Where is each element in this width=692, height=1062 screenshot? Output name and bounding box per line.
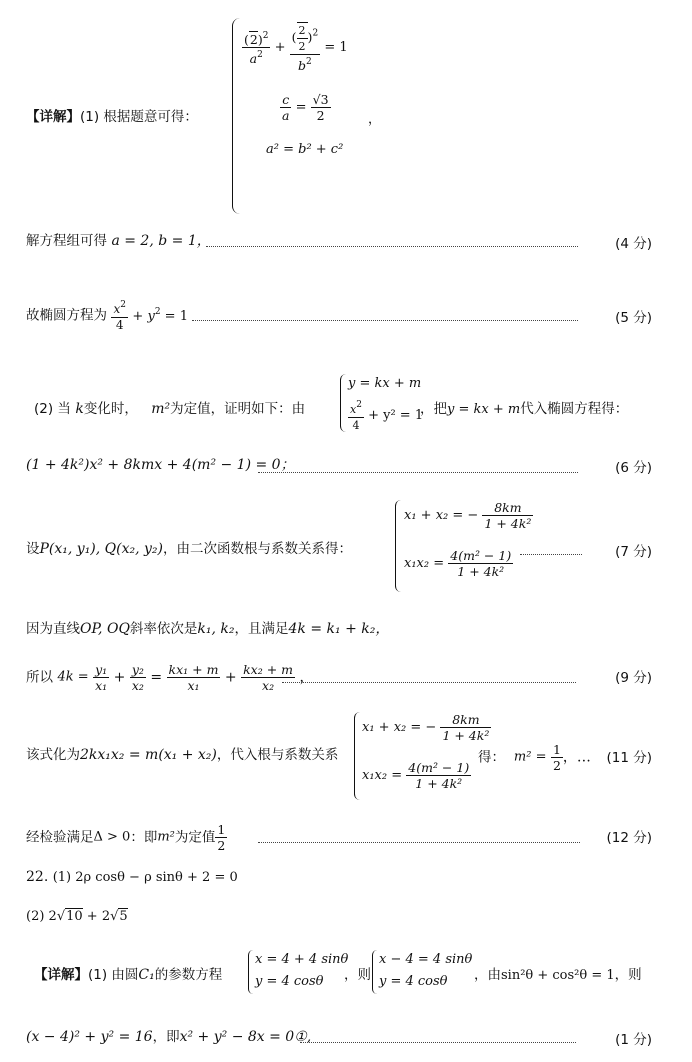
vieta2-eq2: x₁x₂ = $\frac{\text{4(m² − 1)}}{\text{1 + 4k²}}$: [362, 760, 470, 791]
score-6: (6 分): [615, 460, 652, 476]
part2-intro: (2) 当 k变化时， m²为定值，证明如下：由: [34, 401, 306, 417]
system1-eq3: a² = b² + c²: [266, 142, 344, 157]
q22-answer-1: 22. (1) 2ρ cosθ − ρ sinθ + 2 = 0: [26, 869, 238, 885]
so-line: 所以 4k = $\frac{\text{y₁}}{\text{x₁}}$ + $\frac{\text{y₂}}{\text{x₂}}$ = $\frac{\text{kx₁ + m}}{\text{x₁}}$ + $\frac{\text{kx₂ + m}}{\text{x₂}}$ ，: [26, 662, 314, 693]
score-12: (12 分): [606, 830, 652, 846]
detail-label: 【详解】: [26, 109, 80, 125]
score-7: (7 分): [615, 544, 652, 560]
vieta-eq1: x₁ + x₂ = − $\frac{8km}{\text{1 + 4k²}}$: [404, 500, 532, 531]
system-brace-4: [354, 712, 362, 800]
simplify-line: 该式化为2kx₁x₂ = m(x₁ + x₂)，代入根与系数关系: [26, 747, 339, 763]
system2-eq1: y = kx + m: [348, 376, 422, 391]
dot-leader: [282, 682, 576, 683]
part2-intro-tail: ，把y = kx + m代入椭圆方程得：: [420, 401, 629, 417]
vieta2-eq1: x₁ + x₂ = − $\frac{8km}{\text{1 + 4k²}}$: [362, 712, 490, 743]
system2-eq2: $\frac{x^2}{4}$ + y² = 1: [350, 400, 424, 432]
system-brace-6: [372, 950, 379, 994]
system1-eq2: $\frac{c}{a}$ = $\frac{√3}{2}$: [282, 92, 329, 123]
param-eq1: x = 4 + 4 sinθ: [255, 952, 349, 967]
param2-eq1: x − 4 = 4 sinθ: [379, 952, 473, 967]
q22-answer-2: (2) 2√10 + 2√5: [26, 909, 128, 924]
dot-leader: [192, 320, 578, 321]
score-4: (4 分): [615, 236, 652, 252]
system-brace-5: [248, 950, 255, 994]
system-brace-2: [340, 374, 348, 432]
pq-line: 设P(x₁, y₁), Q(x₂, y₂)，由二次函数根与系数关系得：: [26, 541, 353, 557]
solve-line: 解方程组可得 a = 2, b = 1，: [26, 233, 211, 249]
dot-leader: [300, 1042, 576, 1043]
detail-intro-1: 【详解】(1) 根据题意可得：: [26, 109, 198, 125]
param2-eq2: y = 4 cosθ: [379, 974, 448, 989]
q22-then: ，则: [344, 967, 371, 983]
q22-final: (x − 4)² + y² = 16，即x² + y² − 8x = 0①,: [26, 1029, 312, 1045]
quadratic-line: (1 + 4k²)x² + 8kmx + 4(m² − 1) = 0；: [26, 457, 295, 473]
vieta-eq2: x₁x₂ = $\frac{\text{4(m² − 1)}}{\text{1 + 4k²}}$: [404, 548, 512, 579]
system1-eq1: $\frac{(2)^2}{a^2}$ + ( $\frac{2}{2}$ )$^2$ $b^2$ = 1: [244, 24, 348, 73]
system1-comma: ，: [368, 112, 382, 127]
simplify-result: 得： m² = $\frac{1}{2}$ ，…: [478, 742, 591, 773]
score-11: (11 分): [606, 750, 652, 766]
score-5: (5 分): [615, 310, 652, 326]
dot-leader: [258, 842, 580, 843]
detail-label: 【详解】: [34, 967, 88, 983]
ellipse-line: 故椭圆方程为 $\frac{x^2}{4}$ + $y^2 = 1$: [26, 300, 188, 332]
score-9: (9 分): [615, 670, 652, 686]
q22-identity: ，由sin²θ + cos²θ = 1，则: [474, 967, 642, 983]
dot-leader: [520, 554, 582, 555]
dot-leader: [258, 472, 578, 473]
score-1: (1 分): [615, 1032, 652, 1048]
slopes-line: 因为直线OP, OQ斜率依次是k₁, k₂，且满足4k = k₁ + k₂，: [26, 621, 390, 637]
q22-detail: 【详解】(1) 由圆C₁的参数方程: [34, 967, 223, 983]
check-line: 经检验满足Δ > 0：即m²为定值 $\frac{1}{2}$: [26, 822, 226, 853]
q22-number: 22.: [26, 869, 49, 885]
param-eq2: y = 4 cosθ: [255, 974, 324, 989]
system-brace-3: [395, 500, 403, 592]
dot-leader: [206, 246, 578, 247]
